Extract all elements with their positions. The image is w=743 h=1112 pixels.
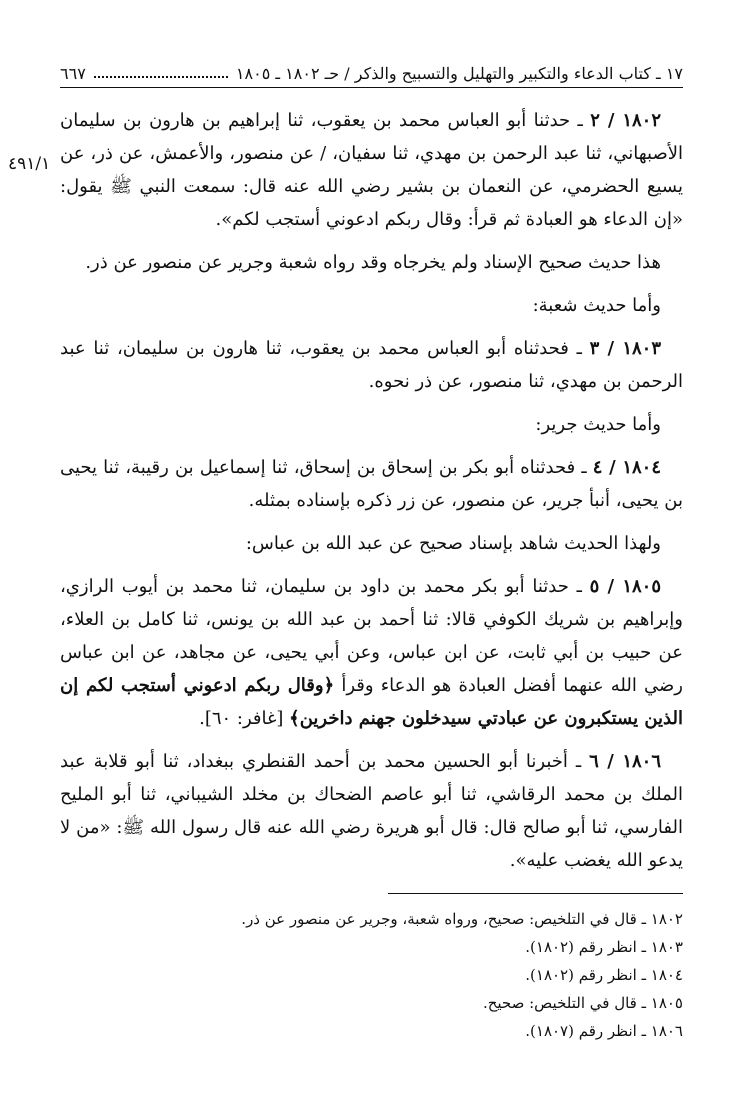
page-header [60,56,683,88]
hadith-1803 [60,332,683,398]
hadith-1802 [60,104,683,236]
running-title: ١٧ ـ كتاب الدعاء والتكبير والتهليل والتسبيح والذكر / حـ ١٨٠٢ ـ ١٨٠٥ [235,64,683,83]
quran-verse: ﴿وقال ربكم ادعوني أستجب لكم إن الذين يستكبرون عن عبادتي سيدخلون جهنم داخرين﴾ [60,675,683,729]
margin-reference: ٤٩١/١ [8,154,51,174]
hadith-text: ـ فحدثناه أبو بكر بن إسحاق بن إسحاق، ثنا إسماعيل بن رقيبة، ثنا يحيى بن يحيى، أنبأ جرير، عن منصور، عن زر ذكره بإسناده بمثله. [60,457,683,511]
hadith-number: ١٨٠٥ / ٥ [589,576,661,597]
hadith-number: ١٨٠٢ / ٢ [590,110,661,131]
footnote-1804: ١٨٠٤ ـ انظر رقم (١٨٠٢). [525,966,683,984]
hadith-text: ـ حدثنا أبو بكر محمد بن داود بن سليمان، ثنا محمد بن أيوب الرازي، وإبراهيم بن شريك الكوفي قالا: ثنا أحمد بن عبد الله بن يونس، ثنا كامل بن العلاء، عن حبيب بن أبي ثابت، عن ابن عباس، وعن أبي يحيى، عن مجاهد، عن ابن عباس رضي الله عنهما أفضل العبادة هو الدعاء وقرأ [60,576,683,696]
commentary-text: هذا حديث صحيح الإسناد ولم يخرجاه وقد رواه شعبة وجرير عن منصور عن ذر. [85,252,661,273]
verse-citation: [غافر: ٦٠]. [199,708,284,729]
hadith-number: ١٨٠٣ / ٣ [589,338,661,359]
hadith-1804 [60,451,683,517]
page-number: ٦٦٧ [60,64,86,83]
footnote-1805: ١٨٠٥ ـ قال في التلخيص: صحيح. [482,994,683,1012]
hadith-1805 [60,570,683,735]
hadith-text: ـ أخبرنا أبو الحسين محمد بن أحمد القنطري ببغداد، ثنا أبو قلابة عبد الملك بن محمد الرقاشي، ثنا أبو عاصم الضحاك بن مخلد الشيباني، ثنا أبو المليح الفارسي، ثنا أبو صالح قال: قال أبو هريرة رضي الله عنه قال رسول الله ﷺ: «من لا يدعو الله يغضب عليه». [60,751,683,871]
hadith-1806 [60,745,683,877]
section-note-text: ولهذا الحديث شاهد بإسناد صحيح عن عبد الله بن عباس: [245,533,661,554]
footnote-divider [388,893,683,894]
section-note [60,527,683,560]
hadith-text: ـ فحدثناه أبو العباس محمد بن يعقوب، ثنا هارون بن سليمان، ثنا عبد الرحمن بن مهدي، ثنا منصور، عن ذر نحوه. [60,338,683,392]
commentary-paragraph [60,246,683,279]
section-note [60,289,683,322]
footnote-1803: ١٨٠٣ ـ انظر رقم (١٨٠٢). [525,938,683,956]
footnotes [60,905,683,1045]
header-dot-leader [94,76,228,78]
footnote-1802: ١٨٠٢ ـ قال في التلخيص: صحيح، ورواه شعبة، وجرير عن منصور عن ذر. [241,910,683,928]
footnote-1806: ١٨٠٦ ـ انظر رقم (١٨٠٧). [525,1022,683,1040]
section-note-text: وأما حديث شعبة: [532,295,661,316]
main-text [60,104,683,887]
hadith-text: ـ حدثنا أبو العباس محمد بن يعقوب، ثنا إبراهيم بن هارون بن سليمان الأصبهاني، ثنا عبد الرحمن بن مهدي، ثنا سفيان، / عن منصور، والأعمش، عن ذر، عن يسيع الحضرمي، عن النعمان بن بشير رضي الله عنه قال: سمعت النبي ﷺ يقول: «إن الدعاء هو العبادة ثم قرأ: وقال ربكم ادعوني أستجب لكم». [60,110,683,230]
hadith-number: ١٨٠٦ / ٦ [589,751,661,772]
section-note-text: وأما حديث جرير: [535,414,661,435]
hadith-number: ١٨٠٤ / ٤ [592,457,661,478]
section-note [60,408,683,441]
